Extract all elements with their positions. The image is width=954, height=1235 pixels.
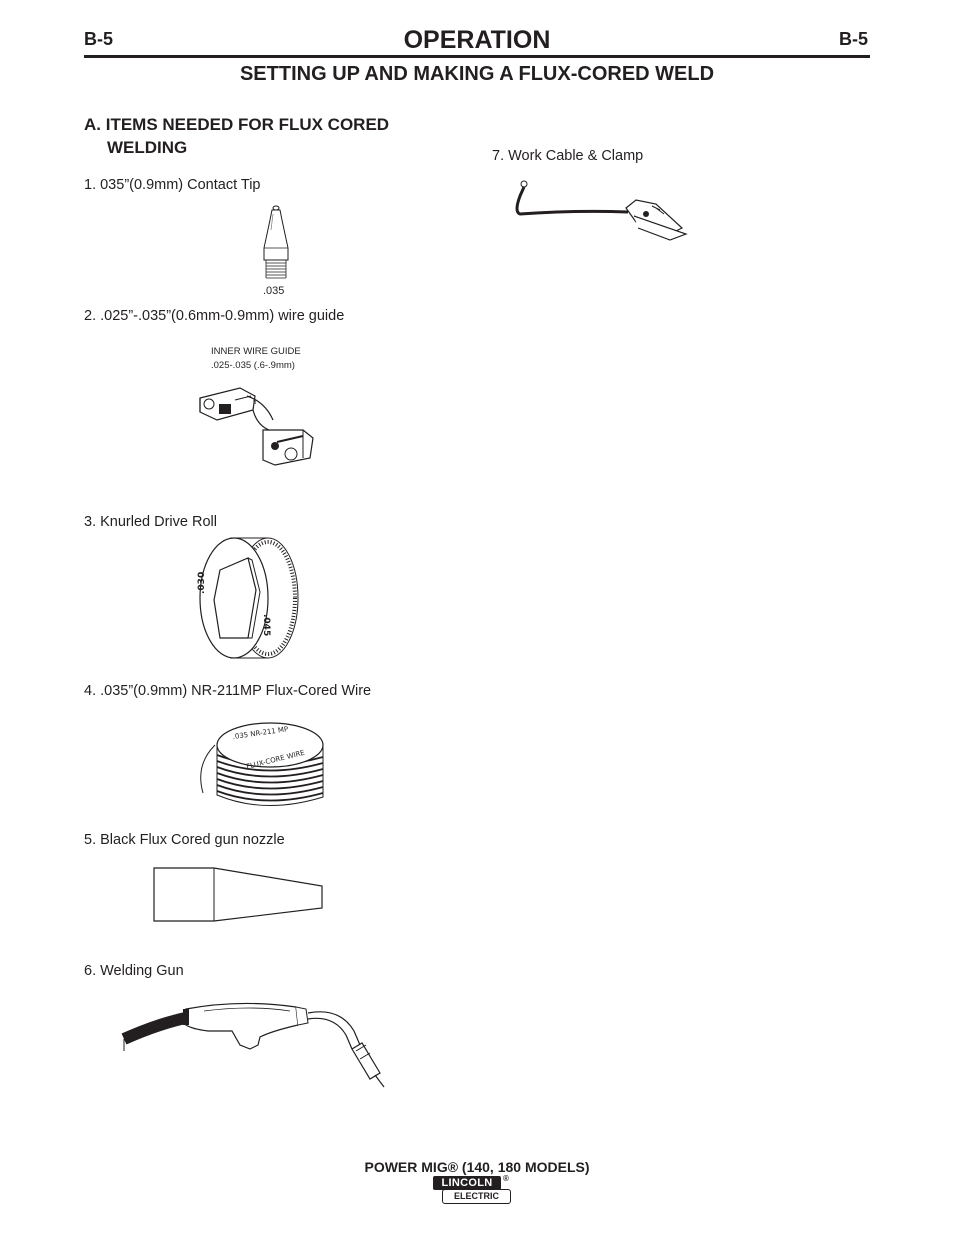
subsection-title-line1: A. ITEMS NEEDED FOR FLUX CORED [84, 115, 390, 134]
subsection-title-line2: WELDING [107, 138, 188, 157]
wire-guide-caption-line2: .025-.035 (.6-.9mm) [211, 360, 295, 371]
drive-roll-marking-030: .030 [197, 571, 207, 594]
flux-core-wire-spool-illustration [195, 715, 330, 815]
item-label-drive-roll: 3. Knurled Drive Roll [84, 514, 217, 530]
wire-guide-illustration [195, 380, 320, 475]
page-code-left: B-5 [84, 29, 114, 49]
item-label-gun-nozzle: 5. Black Flux Cored gun nozzle [84, 832, 285, 848]
logo-top-text: LINCOLN [433, 1176, 501, 1190]
page-code-right: B-5 [838, 29, 868, 49]
section-title: SETTING UP AND MAKING A FLUX-CORED WELD [239, 63, 715, 85]
logo-registered-mark: ® [503, 1174, 509, 1183]
item-label-flux-core-wire: 4. .035”(0.9mm) NR-211MP Flux-Cored Wire [84, 683, 372, 699]
item-label-work-cable-clamp: 7. Work Cable & Clamp [492, 148, 644, 164]
drive-roll-marking-045: .045 [261, 614, 271, 637]
contact-tip-caption: .035 [263, 285, 285, 297]
subsection-title [84, 113, 389, 159]
svg-text:B: B [253, 400, 257, 406]
work-cable-clamp-illustration [506, 176, 691, 246]
item-label-wire-guide: 2. .025”-.035”(0.6mm-0.9mm) wire guide [84, 308, 345, 324]
drive-roll-illustration [190, 530, 305, 665]
gun-nozzle-illustration [152, 866, 327, 924]
wire-guide-caption-line1: INNER WIRE GUIDE [211, 346, 301, 357]
page-title: OPERATION [403, 26, 551, 54]
lincoln-electric-logo [433, 1176, 511, 1204]
contact-tip-illustration [258, 200, 298, 284]
header-rule [84, 55, 870, 58]
item-label-welding-gun: 6. Welding Gun [84, 963, 184, 979]
wire-spool-marking-bottom: FLUX-CORE WIRE [245, 748, 306, 771]
item-label-contact-tip: 1. 035”(0.9mm) Contact Tip [84, 177, 261, 193]
welding-gun-illustration [120, 995, 390, 1090]
logo-bottom-text: ELECTRIC [442, 1189, 511, 1204]
wire-spool-marking-top: .035 NR-211 MP [232, 725, 289, 741]
footer-model: POWER MIG® (140, 180 MODELS) [364, 1159, 590, 1175]
